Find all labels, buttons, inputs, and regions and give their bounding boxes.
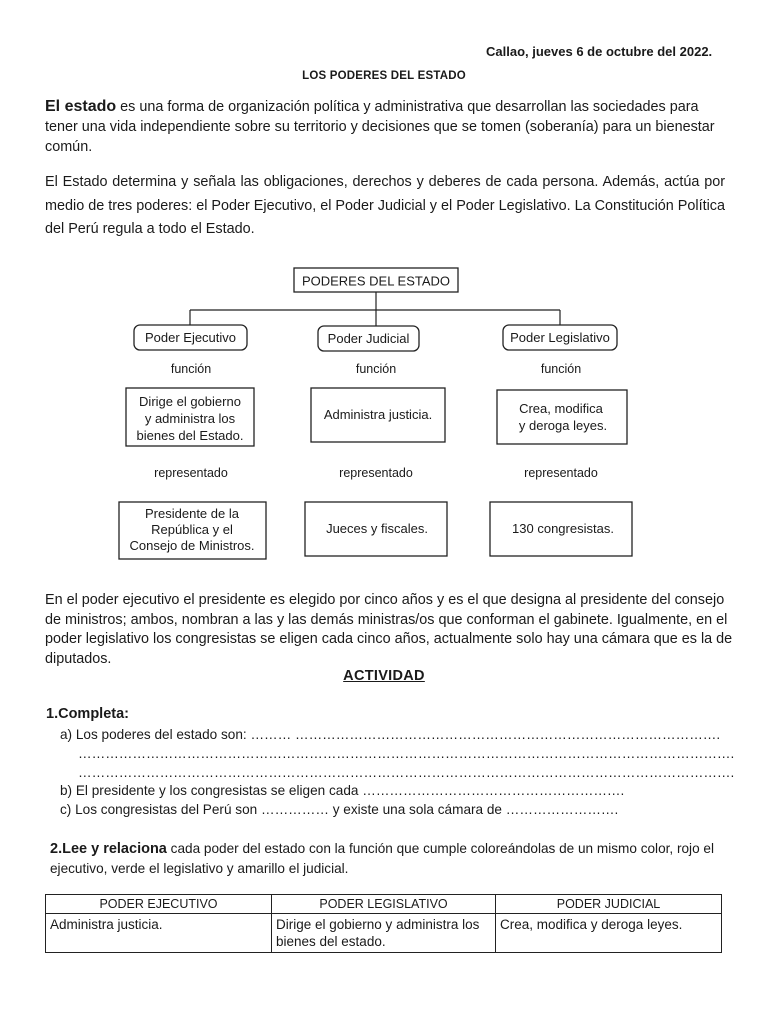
question-2 bbox=[50, 839, 750, 879]
branch-ejecutivo-rep-line-3: Consejo de Ministros. bbox=[129, 538, 255, 553]
question-1a: a) Los poderes del estado son: ……… …………………………………………………………………………………. bbox=[60, 727, 721, 742]
activity-title: ACTIVIDAD bbox=[343, 668, 425, 684]
document-title: LOS PODERES DEL ESTADO bbox=[302, 70, 466, 82]
branch-ejecutivo-represented-label: representado bbox=[154, 466, 228, 480]
table-header-ejecutivo: PODER EJECUTIVO bbox=[46, 895, 272, 914]
branch-ejecutivo-function-label: función bbox=[170, 362, 212, 376]
table-header-legislativo: PODER LEGISLATIVO bbox=[272, 895, 496, 914]
branch-ejecutivo-rep-line-2: República y el bbox=[151, 522, 233, 537]
relation-table bbox=[45, 894, 722, 953]
intro-paragraph-1 bbox=[45, 97, 725, 157]
branch-legislativo-function-label: función bbox=[540, 362, 582, 376]
question-2-lead: 2.Lee y relaciona bbox=[50, 841, 167, 857]
branch-judicial-represented-label: representado bbox=[339, 466, 413, 480]
table-cell-3: Crea, modifica y deroga leyes. bbox=[496, 914, 722, 953]
question-1a-blank-line-2: ………………………………………………………………………………………………………………………………. bbox=[78, 746, 735, 761]
question-2-text: cada poder del estado con la función que cumple coloreándolas de un mismo color, rojo el ejecutivo, verde el legislativo y amarillo el judicial. bbox=[50, 841, 714, 876]
branch-ejecutivo-label: Poder Ejecutivo bbox=[144, 330, 237, 345]
branch-legislativo-function-line-2: y deroga leyes. bbox=[518, 418, 608, 433]
branch-legislativo-label: Poder Legislativo bbox=[510, 330, 610, 345]
branch-ejecutivo-function-line-1: Dirige el gobierno bbox=[139, 394, 241, 409]
intro-lead-term: El estado bbox=[45, 98, 117, 115]
table-cell-2: Dirige el gobierno y administra los bienes del estado. bbox=[272, 914, 496, 953]
powers-diagram bbox=[0, 258, 768, 568]
table-header-judicial: PODER JUDICIAL bbox=[496, 895, 722, 914]
explanation-paragraph: En el poder ejecutivo el presidente es elegido por cinco años y es el que designa al presidente del consejo de ministros; ambos, nombran a las y las demás ministras/os que conforman el gabinete. Igualmente, en el poder legislativo los congresistas se eligen cada cinco años, actualmente solo hay una cámara que es la de diputados. bbox=[45, 592, 733, 667]
branch-ejecutivo-function-line-3: bienes del Estado. bbox=[136, 428, 244, 443]
question-1b: b) El presidente y los congresistas se eligen cada …………………………………………………. bbox=[60, 783, 625, 798]
branch-judicial-label: Poder Judicial bbox=[327, 331, 410, 346]
branch-judicial-function-line-1: Administra justicia. bbox=[323, 407, 433, 422]
branch-legislativo-rep-line-1: 130 congresistas. bbox=[512, 521, 614, 536]
diagram-root-label: PODERES DEL ESTADO bbox=[301, 273, 451, 289]
branch-judicial-rep-line-1: Jueces y fiscales. bbox=[326, 521, 428, 536]
branch-legislativo-represented-label: representado bbox=[524, 466, 598, 480]
branch-legislativo-function-line-1: Crea, modifica bbox=[519, 401, 603, 416]
branch-legislativo-function-box bbox=[497, 390, 627, 444]
table-cell-1: Administra justicia. bbox=[46, 914, 272, 953]
question-1c: c) Los congresistas del Perú son …………… y existe una sola cámara de ……………………. bbox=[60, 802, 619, 817]
branch-judicial-function-label: función bbox=[355, 362, 397, 376]
branch-ejecutivo-function-line-2: y administra los bbox=[144, 411, 236, 426]
intro-paragraph-2: El Estado determina y señala las obligaciones, derechos y deberes de cada persona. Además, actúa por medio de tres poderes: el Poder Ejecutivo, el Poder Judicial y el Poder Legislativo. La Constitución Política del Perú regula a todo el Estado. bbox=[45, 174, 725, 237]
intro-paragraph-1-text: es una forma de organización política y administrativa que desarrollan las sociedades para tener una vida independiente sobre su territorio y decisiones que se tomen (soberanía) para un bienestar común. bbox=[45, 99, 715, 155]
branch-ejecutivo-rep-line-1: Presidente de la bbox=[145, 506, 239, 521]
question-1-title: 1.Completa: bbox=[46, 706, 129, 722]
question-1a-blank-line-3: ………………………………………………………………………………………………………………………………. bbox=[78, 765, 735, 780]
document-date: Callao, jueves 6 de octubre del 2022. bbox=[486, 44, 713, 59]
